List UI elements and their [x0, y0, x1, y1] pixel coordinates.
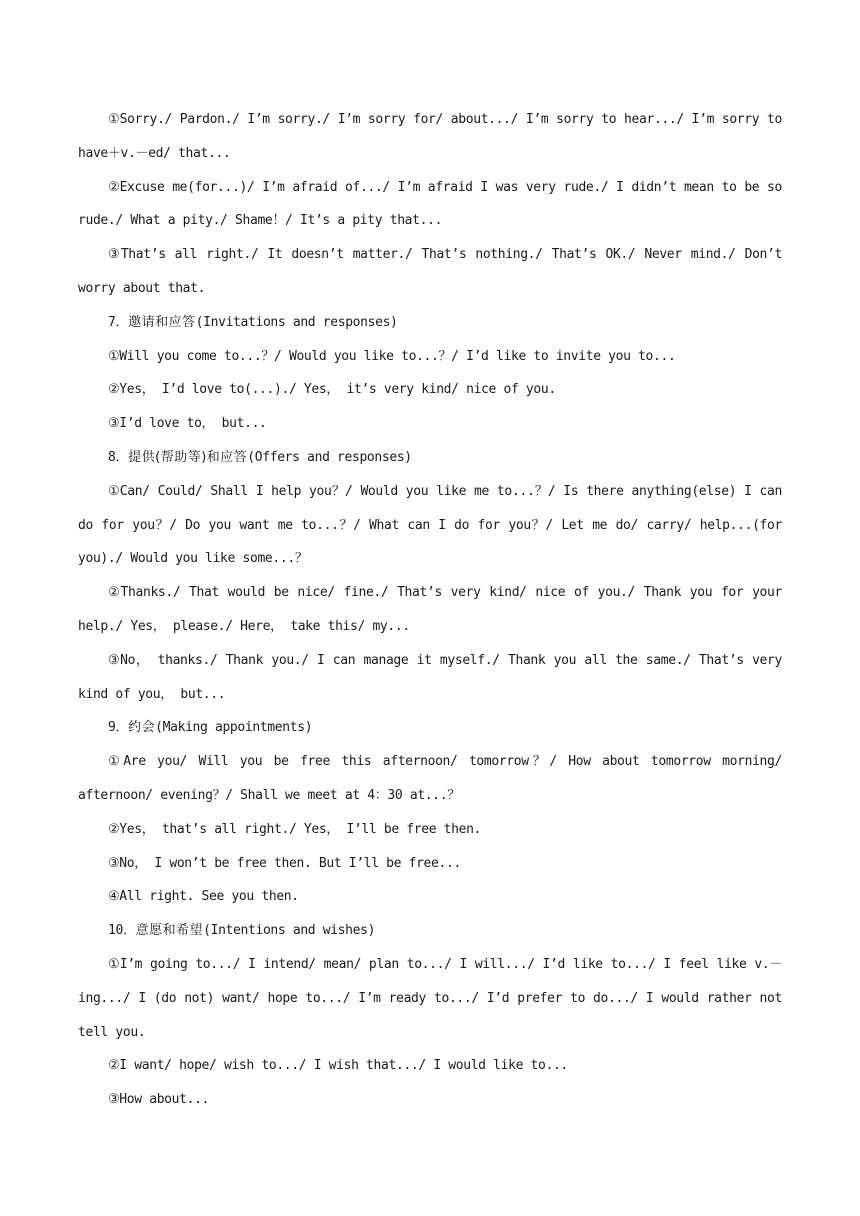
appointment-item-1: ①Are you/ Will you be free this afternoon/ tomorrow？/ How about tomorrow morning/ afternoon/ evening？/ Shall we meet at 4：30 at...？ [78, 754, 782, 803]
section-title-zh: 提供(帮助等)和应答 [128, 449, 248, 465]
apology-item-3: ③That’s all right./ It doesn’t matter./ That’s nothing./ That’s OK./ Never mind./ Don’t worry about that. [78, 247, 782, 296]
intention-item-3: ③How about... [108, 1092, 210, 1108]
section-title-en: (Making appointments) [155, 720, 313, 736]
section-title-en: (Invitations and responses) [195, 314, 398, 330]
offer-item-3: ③No， thanks./ Thank you./ I can manage it myself./ Thank you all the same./ That’s very kind of you， but... [78, 652, 782, 702]
offer-item-2: ②Thanks./ That would be nice/ fine./ That’s very kind/ nice of you./ Thank you for your help./ Yes， please./ Here， take this/ my... [78, 585, 782, 634]
invitation-item-2: ②Yes， I’d love to(...)./ Yes， it’s very kind/ nice of you. [108, 382, 556, 398]
apology-item-1: ①Sorry./ Pardon./ I’m sorry./ I’m sorry for/ about.../ I’m sorry to hear.../ I’m sorry to have＋v.－ed/ that... [78, 112, 782, 161]
section-number: 8． [108, 449, 129, 465]
appointment-item-4: ④All right. See you then. [108, 889, 299, 905]
offer-item-1: ①Can/ Could/ Shall I help you？/ Would you like me to...？/ Is there anything(else) I can do for you？/ Do you want me to...？/ What can I do for you？/ Let me do/ carry/ help...(for you)./ Would you like some...？ [78, 483, 782, 567]
intention-item-1: ①I’m going to.../ I intend/ mean/ plan to.../ I will.../ I’d like to.../ I feel like v.－ing.../ I (do not) want/ hope to.../ I’m ready to.../ I’d prefer to do.../ I would rather not tell you. [78, 956, 782, 1040]
section-title-en: (Intentions and wishes) [203, 923, 376, 939]
invitation-item-1: ①Will you come to...？/ Would you like to...？/ I’d like to invite you to... [108, 348, 676, 364]
section-number: 7． [108, 314, 129, 330]
section-title-zh: 邀请和应答 [128, 314, 196, 330]
section-number: 9． [108, 720, 129, 736]
section-heading-offers [78, 441, 782, 475]
document-body [78, 103, 782, 1117]
invitation-item-3: ③I’d love to， but... [108, 416, 267, 432]
section-heading-appointments [78, 711, 782, 745]
apology-item-2: ②Excuse me(for...)/ I’m afraid of.../ I’m afraid I was very rude./ I didn’t mean to be so rude./ What a pity./ Shame！/ It’s a pity that... [78, 179, 782, 229]
section-heading-invitations [78, 306, 782, 340]
section-heading-intentions [78, 914, 782, 948]
section-title-zh: 约会 [128, 720, 156, 736]
appointment-item-2: ②Yes， that’s all right./ Yes， I’ll be free then. [108, 821, 482, 837]
section-number: 10． [108, 923, 136, 939]
intention-item-2: ②I want/ hope/ wish to.../ I wish that.../ I would like to... [108, 1058, 568, 1074]
appointment-item-3: ③No， I won’t be free then. But I’ll be free... [108, 855, 461, 871]
section-title-en: (Offers and responses) [247, 449, 412, 465]
section-title-zh: 意愿和希望 [135, 923, 204, 939]
